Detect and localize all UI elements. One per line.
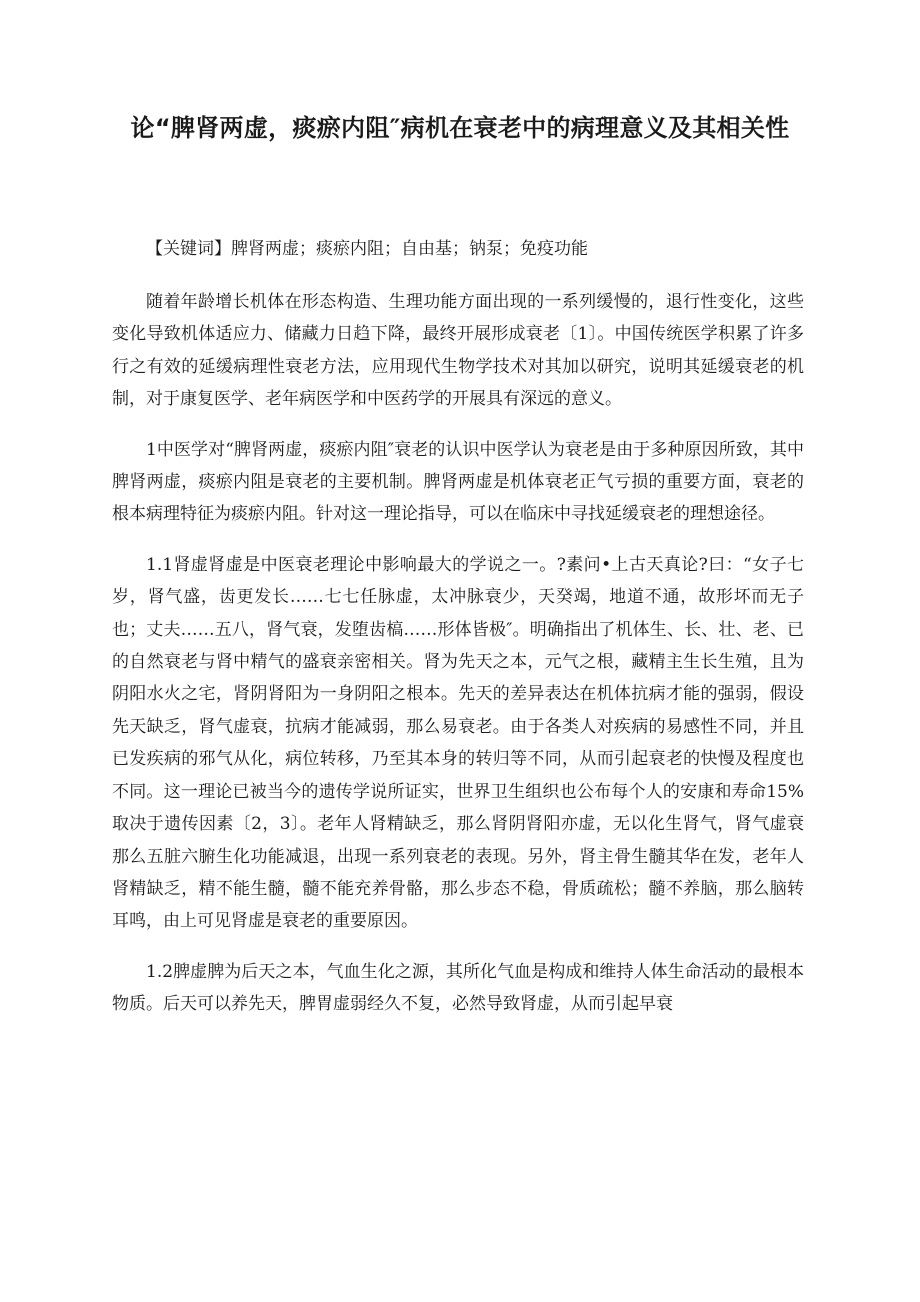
paragraph-section-1-2: 1.2脾虚脾为后天之本，气血生化之源，其所化气血是构成和维持人体生命活动的最根本物质。后天可以养先天，脾胃虚弱经久不复，必然导致肾虚，从而引起早衰 — [112, 961, 804, 1015]
document-body — [112, 230, 804, 1039]
keywords-line: 【关键词】脾肾两虚；痰瘀内阻；自由基；钠泵；免疫功能 — [146, 239, 588, 259]
document-title: 论“脾肾两虚，痰瘀内阻″病机在衰老中的病理意义及其相关性 — [130, 114, 790, 142]
paragraph-section-1-1: 1.1肾虚肾虚是中医衰老理论中影响最大的学说之一。?素问•上古天真论?曰：“女子七岁，肾气盛，齿更发长……七七任脉虚，太冲脉衰少，天癸竭，地道不通，故形坏而无子也；丈夫……五八，肾气衰，发堕齿槁……形体皆极″。明确指出了机体生、长、壮、老、已的自然衰老与肾中精气的盛衰亲密相关。肾为先天之本，元气之根，藏精主生长生殖，且为阴阳水火之宅，肾阴肾阳为一身阴阳之根本。先天的差异表达在机体抗病才能的强弱，假设先天缺乏，肾气虚衰，抗病才能减弱，那么易衰老。由于各类人对疾病的易感性不同，并且已发疾病的邪气从化，病位转移，乃至其本身的转归等不同，从而引起衰老的快慢及程度也不同。这一理论已被当今的遗传学说所证实，世界卫生组织也公布每个人的安康和寿命15%取决于遗传因素〔2，3〕。老年人肾精缺乏，那么肾阴肾阳亦虚，无以化生肾气，肾气虚衰那么五脏六腑生化功能减退，出现一系列衰老的表现。另外，肾主骨生髓其华在发，老年人肾精缺乏，精不能生髓，髓不能充养骨骼，那么步态不稳，骨质疏松；髓不养脑，那么脑转耳鸣，由上可见肾虚是衰老的重要原因。 — [112, 554, 804, 932]
paragraph-intro: 随着年龄增长机体在形态构造、生理功能方面出现的一系列缓慢的，退行性变化，这些变化导致机体适应力、储藏力日趋下降，最终开展形成衰老〔1〕。中国传统医学积累了许多行之有效的延缓病理性衰老方法，应用现代生物学技术对其加以研究，说明其延缓衰老的机制，对于康复医学、老年病医学和中医药学的开展具有深远的意义。 — [112, 292, 804, 410]
paragraph-section-1: 1中医学对“脾肾两虚，痰瘀内阻″衰老的认识中医学认为衰老是由于多种原因所致，其中脾肾两虚，痰瘀内阻是衰老的主要机制。脾肾两虚是机体衰老正气亏损的重要方面，衰老的根本病理特征为痰瘀内阻。针对这一理论指导，可以在临床中寻找延缓衰老的理想途径。 — [112, 439, 804, 525]
